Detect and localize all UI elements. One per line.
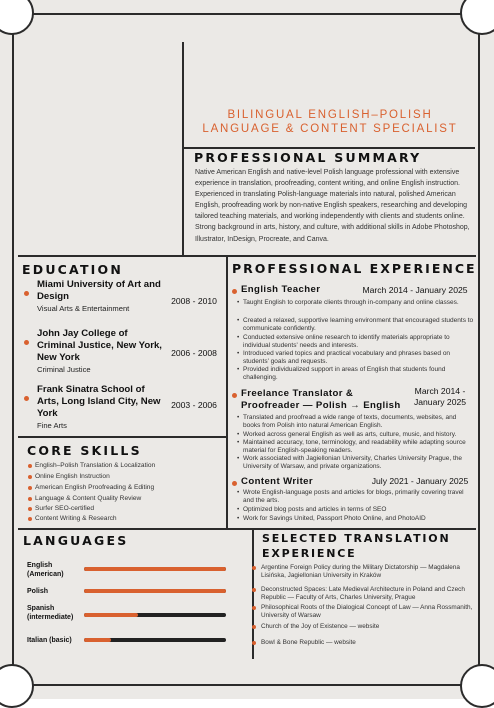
bullet-dot — [232, 393, 237, 398]
job-bullet: • Introduced varied topics and practical vocabulary and phrases based on students' goals and requests. — [243, 350, 475, 367]
job-bullet: • Worked across general English as well as arts, culture, music, and history. — [243, 431, 475, 439]
study-years: 2006 - 2008 — [171, 348, 217, 358]
vertical-divider-bottom — [252, 528, 254, 659]
section-divider-bottom — [18, 528, 476, 530]
bullet-dot — [28, 486, 32, 490]
bullet-dot — [24, 340, 29, 345]
bullet-dot — [252, 588, 256, 592]
study-years: 2003 - 2006 — [171, 400, 217, 410]
bullet-dot — [232, 481, 237, 486]
field-of-study: Criminal Justice — [37, 365, 91, 374]
job-bullet: • Work associated with Jagiellonian University, Charles University Prague, the University of Warsaw, and private organizations. — [243, 455, 475, 472]
skills-heading: CORE SKILLS — [27, 443, 142, 458]
language-name: English (American) — [27, 562, 64, 578]
job-dates: July 2021 - January 2025 — [371, 476, 469, 486]
vertical-divider-top — [182, 42, 184, 255]
bullet-dot — [24, 291, 29, 296]
study-years: 2008 - 2010 — [171, 296, 217, 306]
job-bullet: • Optimized blog posts and articles in terms of SEO — [243, 506, 475, 514]
language-level-bar — [84, 567, 226, 571]
translation-title: Argentine Foreign Policy during the Military Dictatorship — Magdalena Lisińska, Jagiellonian University in Kraków — [261, 564, 460, 580]
bullet-dot — [28, 475, 32, 479]
school-name: John Jay College of Criminal Justice, New York, New York — [37, 328, 162, 363]
skill-label: Online English Instruction — [35, 473, 110, 480]
translation-title: Church of the Joy of Existence — website — [261, 623, 380, 630]
bullet-dot — [28, 517, 32, 521]
job-title: Content Writer — [241, 476, 314, 487]
translation-title: Bowl & Bone Republic — website — [261, 639, 356, 646]
bullet-dot — [252, 606, 256, 610]
job-bullet: • Wrote English-language posts and articles for blogs, primarily covering travel and the arts. — [243, 489, 475, 506]
bullet-dot — [252, 625, 256, 629]
experience-heading: PROFESSIONAL EXPERIENCE — [232, 261, 477, 276]
translation-title: Philosophical Roots of the Dialogical Concept of Law — Anna Rossmanith, University of Warsaw — [261, 604, 473, 620]
language-name: Polish — [27, 588, 49, 595]
education-heading: EDUCATION — [22, 262, 124, 277]
section-divider-main — [18, 255, 476, 257]
job-title: Freelance Translator & Proofreader — Polish → English — [241, 388, 401, 411]
language-name: Italian (basic) — [27, 637, 72, 644]
job-bullet: • Taught English to corporate clients through in-company and online classes. — [243, 299, 475, 307]
skill-label: English–Polish Translation & Localization — [35, 462, 156, 469]
translation-heading-line-2: EXPERIENCE — [262, 547, 357, 560]
bullet-dot — [252, 566, 256, 570]
language-level-fill — [84, 589, 226, 593]
job-bullet: • Provided individualized support in areas of English that students found challenging. — [243, 366, 475, 383]
language-level-bar — [84, 613, 226, 617]
education-skills-divider — [18, 436, 226, 438]
job-bullet: • Created a relaxed, supportive learning environment that encouraged students to communicate confidently. — [243, 317, 475, 334]
job-dates-line-2: January 2025 — [413, 397, 467, 407]
translation-title: Deconstructed Spaces: Late Medieval Architecture in Poland and Czech Republic — Faculty of Arts, Charles University, Prague — [261, 586, 465, 602]
job-bullet: • Maintained accuracy, tone, terminology, and readability while adapting source material for English-speaking readers. — [243, 439, 475, 456]
translation-item — [261, 564, 475, 581]
job-bullet: • Work for Savings United, Passport Photo Online, and PhotoAID — [243, 515, 475, 523]
job-bullet: • Translated and proofread a wide range of texts, documents, websites, and books from Polish into natural American English. — [243, 414, 475, 431]
summary-text: Native American English and native-level Polish language professional with extensive experience in translation, proofreading, content writing, and online English instruction. Experienced in translating Polish-language materials into natural, polished American English, proofreading work by non-native English speakers, researching and developing tailored teaching materials, and working independently with clients and students online. Strong background in arts, history, and culture, with additional skills in Adobe Photoshop, Illustrator, InDesign, Procreate, and Canva. — [195, 169, 470, 243]
language-level-bar — [84, 638, 226, 642]
translation-item — [261, 623, 475, 631]
language-level-fill — [84, 613, 138, 617]
school-name: Miami University of Art and Design — [37, 279, 161, 302]
bullet-dot — [28, 497, 32, 501]
skill-label: Content Writing & Research — [35, 515, 117, 522]
field-of-study: Fine Arts — [37, 421, 67, 430]
skill-label: Language & Content Quality Review — [35, 495, 142, 502]
language-level-fill — [84, 638, 111, 642]
skill-label: Surfer SEO-certified — [35, 505, 94, 512]
bullet-dot — [28, 507, 32, 511]
summary-divider — [183, 147, 475, 149]
school-name: Frank Sinatra School of Arts, Long Island City, New York — [37, 384, 161, 419]
bullet-dot — [232, 289, 237, 294]
job-title-line-2: LANGUAGE & CONTENT SPECIALIST — [202, 123, 458, 135]
language-name: Spanish (intermediate) — [27, 605, 74, 621]
bullet-dot — [24, 396, 29, 401]
job-title-line-1: BILINGUAL ENGLISH–POLISH — [227, 109, 433, 121]
translation-item — [261, 586, 475, 603]
skill-label: American English Proofreading & Editing — [35, 484, 155, 491]
bullet-dot — [252, 641, 256, 645]
job-dates-line-1: March 2014 - — [414, 386, 466, 396]
language-level-fill — [84, 567, 226, 571]
job-dates: March 2014 - January 2025 — [362, 285, 468, 295]
corner-ornament-bottom-right — [460, 664, 494, 708]
summary-heading: PROFESSIONAL SUMMARY — [194, 150, 422, 165]
translation-item — [261, 604, 475, 621]
job-title: English Teacher — [241, 284, 321, 295]
job-bullet: • Conducted extensive online research to identify materials appropriate to individual students' needs and interests. — [243, 334, 475, 351]
languages-heading: LANGUAGES — [23, 533, 129, 548]
translation-heading-line-1: SELECTED TRANSLATION — [262, 532, 451, 545]
language-level-bar — [84, 589, 226, 593]
translation-item — [261, 639, 475, 647]
field-of-study: Visual Arts & Entertainment — [37, 304, 130, 313]
bullet-dot — [28, 464, 32, 468]
